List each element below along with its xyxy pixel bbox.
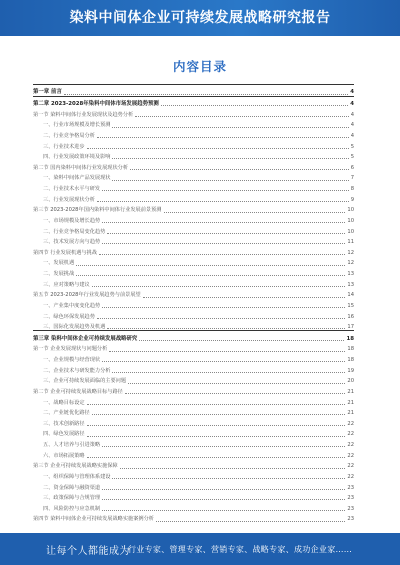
toc-leader-dots [109,351,345,352]
toc-leader-dots [143,297,346,298]
toc-entry-label: 二、行业竞争格局分析 [33,134,97,139]
toc-leader-dots [130,169,349,170]
toc-entry-label: 五、人才培养与引进策略 [33,443,102,448]
toc-entry-page: 16 [347,313,354,320]
toc-entry[interactable] [33,182,354,193]
toc-leader-dots [102,243,345,244]
toc-entry[interactable] [33,160,354,171]
toc-leader-dots [112,180,348,181]
toc-entry-label: 第三节 企业可持续发展战略实施保障 [33,463,118,470]
toc-leader-dots [164,212,346,213]
toc-entry-label: 第二节 企业可持续发展战略目标与路径 [33,388,123,395]
toc-entry-label: 一、染料中间体产品发展现状 [33,176,112,181]
toc-entry-label: 三、应对策略与建议 [33,283,92,288]
toc-entry-page: 23 [347,495,354,502]
toc-entry-page: 5 [350,154,354,161]
toc-entry-label: 第一节 染料中间体行业发展现状及趋势分析 [33,111,134,118]
toc-entry[interactable] [33,448,354,459]
toc-entry-page: 22 [347,452,354,459]
toc-entry-page: 4 [350,132,354,139]
toc-entry[interactable] [33,512,354,523]
toc-entry-label: 第四节 染料中间体企业可持续发展战略实施案例分析 [33,516,154,523]
toc-entry-label: 三、技术创新路径 [33,422,87,427]
toc-entry[interactable] [33,406,354,417]
toc-entry-label: 一、行业市场规模及增长预测 [33,123,112,128]
toc-entry[interactable] [33,192,354,203]
toc-entry-label: 二、发展挑战 [33,272,76,277]
toc-entry[interactable] [33,224,354,235]
toc-entry[interactable] [33,96,354,108]
toc-entry[interactable] [33,129,354,140]
toc-entry[interactable] [33,203,354,214]
toc-entry-page: 18 [347,346,354,353]
toc-entry[interactable] [33,214,354,225]
toc-entry-label: 四、行业发展政策环境及影响 [33,155,112,160]
toc-leader-dots [112,478,345,479]
toc-leader-dots [92,414,346,415]
toc-entry-page: 12 [347,249,354,256]
toc-entry-label: 三、国际化发展趋势及机遇 [33,325,107,330]
toc-entry[interactable] [33,427,354,438]
toc-entry[interactable] [33,171,354,182]
toc-entry-page: 22 [347,442,354,449]
toc-entry-label: 二、企业技术与研发能力分析 [33,369,112,374]
toc-entry-label: 一、发展机遇 [33,261,76,266]
toc-entry-label: 一、市场规模及增长趋势 [33,219,102,224]
footer-logo-text: 让每个人都能成为 [46,546,130,557]
toc-entry-page: 21 [347,399,354,406]
toc-entry-page: 13 [347,271,354,278]
toc-entry-label: 第一节 企业发展现状与问题分析 [33,346,108,353]
toc-entry-label: 三、政策保障与合规管理 [33,496,102,501]
toc-entry-page: 15 [347,302,354,309]
toc-entry-page: 10 [347,228,354,235]
toc-entry-page: 7 [350,175,354,182]
toc-leader-dots [87,425,346,426]
toc-entry[interactable] [33,288,354,299]
toc-leader-dots [112,372,345,373]
toc-entry[interactable] [33,470,354,481]
toc-entry-page: 5 [350,143,354,150]
toc-entry[interactable] [33,342,354,353]
toc-entry[interactable] [33,139,354,150]
toc-entry-page: 12 [347,260,354,267]
toc-entry-page: 23 [347,484,354,491]
toc-leader-dots [107,328,345,329]
toc-entry[interactable] [33,438,354,449]
toc-leader-dots [156,521,345,522]
toc-leader-dots [97,137,349,138]
toc-entry[interactable] [33,299,354,310]
toc-entry[interactable] [33,416,354,427]
toc-entry-label: 二、绿色环保发展趋势 [33,315,97,320]
toc-leader-dots [102,510,345,511]
toc-leader-dots [139,340,344,341]
toc-entry-label: 三、行业发展现状分析 [33,198,97,203]
toc-entry[interactable] [33,374,354,385]
toc-entry-page: 14 [347,292,354,299]
toc-entry[interactable] [33,107,354,118]
toc-leader-dots [97,318,346,319]
toc-leader-dots [76,275,345,276]
toc-entry-page: 22 [347,463,354,470]
toc-entry-page: 10 [347,207,354,214]
toc-entry-label: 第四节 行业发展机遇与挑战 [33,249,97,256]
toc-entry[interactable] [33,353,354,364]
toc-entry-label: 六、市场拓展策略 [33,454,87,459]
toc-entry-label: 二、产业链优化路径 [33,411,92,416]
toc-entry-page: 19 [347,367,354,374]
toc-entry-page: 21 [347,410,354,417]
toc-entry[interactable] [33,480,354,491]
toc-entry[interactable] [33,385,354,396]
toc-entry-label: 第五节 2023-2028年行业发展趋势与前景展望 [33,292,141,299]
footer-slogan: 行业专家、管理专家、营销专家、战略专家、成功企业家…… [128,545,353,554]
toc-leader-dots [102,361,345,362]
toc-leader-dots [64,94,348,95]
toc-entry-label: 第三章 染料中间体企业可持续发展战略研究 [33,335,138,342]
toc-entry-page: 18 [347,357,354,364]
toc-leader-dots [112,158,348,159]
toc-entry-page: 20 [347,378,354,385]
toc-leader-dots [120,468,346,469]
toc-leader-dots [97,201,349,202]
toc-entry-page: 4 [350,122,354,129]
toc-leader-dots [87,457,346,458]
toc-entry-label: 一、战略目标设定 [33,401,87,406]
toc-entry-page: 22 [347,420,354,427]
toc-entry[interactable] [33,395,354,406]
toc-entry-page: 4 [350,111,354,118]
toc-entry-label: 一、组织保障与管理体系建设 [33,475,112,480]
toc-entry-label: 三、企业可持续发展面临的主要问题 [33,379,128,384]
toc-leader-dots [87,436,346,437]
header-bar [0,0,400,36]
toc-entry[interactable] [33,150,354,161]
toc-entry-label: 四、绿色发展路径 [33,432,87,437]
toc-entry-page: 8 [350,186,354,193]
toc-leader-dots [102,489,345,490]
toc-leader-dots [125,393,346,394]
toc-entry-label: 二、行业竞争格局变化趋势 [33,230,107,235]
toc-entry[interactable] [33,363,354,374]
toc-entry-label: 第二节 国内染料中间体行业发展现状分析 [33,164,129,171]
toc-entry[interactable] [33,491,354,502]
toc-entry-page: 22 [347,473,354,480]
toc-entry-page: 22 [347,431,354,438]
toc-entry-page: 18 [346,335,354,342]
toc-entry-label: 二、行业技术水平与研发 [33,187,102,192]
toc-entry-label: 第二章 2023-2028年染料中间体市场发展趋势预测 [33,100,159,107]
toc-entry-label: 第三节 2023-2028年国内染料中间体行业发展前景预测 [33,207,162,214]
toc-entry-label: 一、企业规模与经营现状 [33,358,102,363]
toc-entry[interactable] [33,235,354,246]
toc-entry-page: 4 [350,100,354,107]
toc-leader-dots [102,222,345,223]
toc-entry[interactable] [33,277,354,288]
toc-entry-page: 23 [347,516,354,523]
toc-entry[interactable] [33,256,354,267]
toc-leader-dots [135,116,348,117]
toc-entry[interactable] [33,320,354,331]
toc-leader-dots [128,383,345,384]
toc-entry-page: 4 [350,89,354,96]
toc-leader-dots [92,286,346,287]
toc-entry-page: 21 [347,388,354,395]
toc-entry[interactable] [33,267,354,278]
toc-entry[interactable] [33,245,354,256]
toc-entry-page: 13 [347,281,354,288]
toc-entry-page: 10 [347,217,354,224]
toc-heading: 内容目录 [172,59,227,74]
toc-entry-label: 三、技术发展方向与趋势 [33,240,102,245]
toc-entry[interactable] [33,459,354,470]
toc-entry[interactable] [33,118,354,129]
toc-leader-dots [87,404,346,405]
toc-entry-label: 四、风险防控与应急机制 [33,507,102,512]
toc-entry-page: 9 [350,196,354,203]
toc-entry[interactable] [33,84,354,96]
toc-leader-dots [102,446,345,447]
toc-entry[interactable] [33,501,354,512]
toc-entry-page: 11 [347,239,354,246]
toc-leader-dots [102,190,349,191]
toc-leader-dots [112,127,348,128]
toc-leader-dots [76,265,345,266]
toc-entry[interactable] [33,330,354,342]
table-of-contents [33,84,354,523]
toc-leader-dots [102,307,345,308]
toc-entry-page: 17 [347,324,354,331]
toc-entry-label: 第一章 前言 [33,89,62,96]
toc-entry[interactable] [33,309,354,320]
toc-leader-dots [99,254,345,255]
toc-leader-dots [102,499,345,500]
toc-entry-label: 一、产业集中度变化趋势 [33,304,102,309]
footer-bar [0,533,400,565]
toc-entry-label: 三、行业技术进步 [33,145,87,150]
toc-leader-dots [87,148,349,149]
toc-entry-page: 6 [350,164,354,171]
toc-leader-dots [107,233,345,234]
toc-entry-page: 23 [347,505,354,512]
toc-entry-label: 二、资金保障与融资渠道 [33,486,102,491]
toc-leader-dots [161,105,348,106]
document-title: 染料中间体企业可持续发展战略研究报告 [69,10,331,26]
